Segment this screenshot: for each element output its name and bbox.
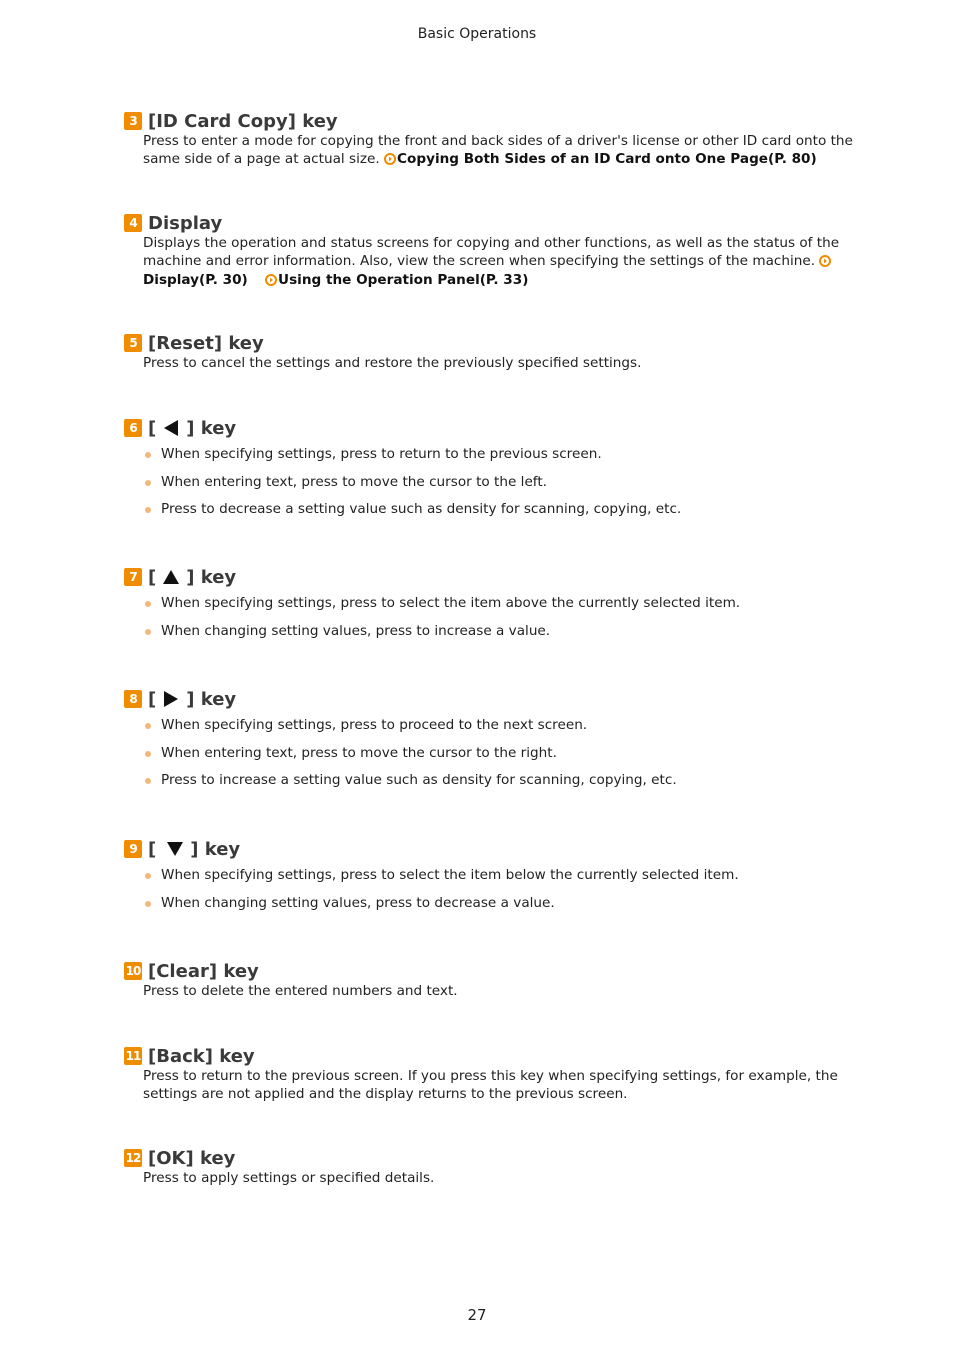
list-item: When entering text, press to move the cursor to the right. [143,745,854,763]
section-heading [124,109,854,133]
description-text: Displays the operation and status screens for copying and other functions, as well as the status of the machine and error information. Also, view the screen when specifying the settings of the machine. [143,235,840,269]
list-item: Press to increase a setting value such as density for scanning, copying, etc. [143,772,854,790]
section-heading [124,837,854,861]
list-item: When specifying settings, press to proceed to the next screen. [143,717,854,735]
section-title: [Reset] key [148,332,264,354]
bracket-open: [ [148,838,157,860]
bracket-close: ] key [186,417,237,439]
number-badge: 9 [124,840,142,858]
bracket-open: [ [148,417,157,439]
section-heading [124,565,854,589]
section-title: [Clear] key [148,960,259,982]
number-badge: 5 [124,334,142,352]
section-up-key [124,565,854,650]
link-arrow-icon [819,255,831,273]
bracket-close: ] key [190,838,241,860]
section-title: Display [148,212,223,234]
section-title: [Back] key [148,1045,255,1067]
section-text: Press to delete the entered numbers and text. [143,983,458,999]
section-heading [124,416,854,440]
list-item: When changing setting values, press to increase a value. [143,623,854,641]
number-badge: 11 [125,1049,141,1063]
list-item: When changing setting values, press to decrease a value. [143,895,854,913]
number-badge: 10 [125,964,141,978]
bullet-list [143,867,854,912]
section-text: Press to return to the previous screen. If you press this key when specifying settings, for example, the settings are not applied and the display returns to the previous screen. [143,1068,838,1102]
bullet-list [143,446,854,519]
up-triangle-icon [162,568,180,586]
section-down-key [124,837,854,922]
link-display[interactable]: Display(P. 30) [143,272,248,288]
list-item: Press to decrease a setting value such as density for scanning, copying, etc. [143,501,854,519]
page-number: 27 [467,1306,487,1324]
number-badge: 12 [125,1151,141,1165]
section-text [143,235,854,292]
section-heading [124,1146,854,1170]
bracket-open: [ [148,688,157,710]
section-right-key [124,687,854,800]
right-triangle-icon [162,690,180,708]
section-heading [124,687,854,711]
section-heading [124,331,854,355]
section-heading [124,211,854,235]
bullet-list [143,717,854,790]
number-badge: 3 [124,112,142,130]
section-display [124,211,854,292]
number-badge: 4 [124,214,142,232]
section-clear [124,959,854,1001]
link-arrow-icon [265,274,277,292]
list-item: When specifying settings, press to select the item below the currently selected item. [143,867,854,885]
section-title: [ID Card Copy] key [148,110,338,132]
bullet-list [143,595,854,640]
section-left-key [124,416,854,529]
section-heading [124,1044,854,1068]
section-back [124,1044,854,1103]
down-triangle-icon [166,840,184,858]
running-header: Basic Operations [417,26,537,42]
bracket-open: [ [148,566,157,588]
link-arrow-icon [384,153,396,171]
bracket-close: ] key [186,688,237,710]
section-reset [124,331,854,373]
section-heading [124,959,854,983]
section-text [143,133,854,170]
section-title: [OK] key [148,1147,236,1169]
left-triangle-icon [162,419,180,437]
number-badge: 7 [124,568,142,586]
description-text: Press to enter a mode for copying the front and back sides of a driver's license or other ID card onto the same side of a page at actual size. [143,133,853,167]
list-item: When entering text, press to move the cursor to the left. [143,474,854,492]
list-item: When specifying settings, press to return to the previous screen. [143,446,854,464]
section-ok [124,1146,854,1188]
section-id-card-copy [124,109,854,170]
number-badge: 6 [124,419,142,437]
section-text: Press to cancel the settings and restore the previously specified settings. [143,355,642,371]
bracket-close: ] key [186,566,237,588]
link-operation-panel[interactable]: Using the Operation Panel(P. 33) [278,272,529,288]
list-item: When specifying settings, press to select the item above the currently selected item. [143,595,854,613]
number-badge: 8 [124,690,142,708]
link-copying-id-card[interactable]: Copying Both Sides of an ID Card onto One Page(P. 80) [397,150,817,167]
section-text: Press to apply settings or specified details. [143,1170,435,1186]
